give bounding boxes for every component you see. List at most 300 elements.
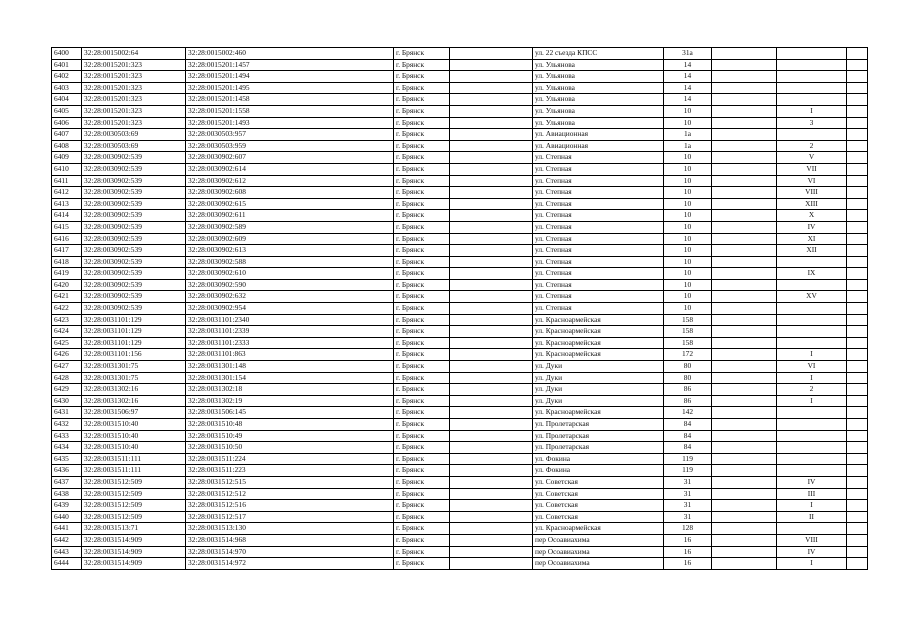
row-number-cell: 6440	[52, 511, 82, 523]
district-cell	[450, 558, 533, 570]
blank-column-cell	[847, 500, 868, 512]
district-cell	[450, 361, 533, 373]
city-cell: г. Брянск	[394, 48, 450, 60]
row-number-cell: 6439	[52, 500, 82, 512]
parent-cadastral-number-cell: 32:28:0031302:16	[82, 395, 186, 407]
street-cell: ул. Дуки	[533, 384, 664, 396]
city-cell: г. Брянск	[394, 372, 450, 384]
row-number-cell: 6428	[52, 372, 82, 384]
table-row	[52, 488, 868, 500]
parent-cadastral-number-cell: 32:28:0015201:323	[82, 117, 186, 129]
blank-column-cell	[847, 511, 868, 523]
blank-column-cell	[847, 523, 868, 535]
house-number-cell: 10	[664, 245, 712, 257]
house-number-cell: 172	[664, 349, 712, 361]
building-cell	[712, 442, 777, 454]
parent-cadastral-number-cell: 32:28:0031511:111	[82, 453, 186, 465]
house-number-cell: 31	[664, 500, 712, 512]
cadastral-number-cell: 32:28:0015201:1494	[186, 71, 394, 83]
parent-cadastral-number-cell: 32:28:0030902:539	[82, 210, 186, 222]
premises-number-cell	[777, 48, 847, 60]
table-row	[52, 221, 868, 233]
blank-column-cell	[847, 210, 868, 222]
district-cell	[450, 337, 533, 349]
table-row	[52, 187, 868, 199]
cadastral-number-cell: 32:28:0031302:19	[186, 395, 394, 407]
building-cell	[712, 71, 777, 83]
premises-number-cell: I	[777, 105, 847, 117]
street-cell: ул. Степная	[533, 268, 664, 280]
district-cell	[450, 534, 533, 546]
row-number-cell: 6416	[52, 233, 82, 245]
building-cell	[712, 268, 777, 280]
street-cell: ул. Степная	[533, 210, 664, 222]
district-cell	[450, 395, 533, 407]
city-cell: г. Брянск	[394, 523, 450, 535]
house-number-cell: 10	[664, 163, 712, 175]
street-cell: ул. Степная	[533, 221, 664, 233]
parent-cadastral-number-cell: 32:28:0031514:909	[82, 534, 186, 546]
blank-column-cell	[847, 476, 868, 488]
city-cell: г. Брянск	[394, 349, 450, 361]
district-cell	[450, 465, 533, 477]
city-cell: г. Брянск	[394, 221, 450, 233]
parent-cadastral-number-cell: 32:28:0031101:129	[82, 314, 186, 326]
premises-number-cell: V	[777, 152, 847, 164]
cadastral-number-cell: 32:28:0030902:632	[186, 291, 394, 303]
building-cell	[712, 337, 777, 349]
table-row	[52, 534, 868, 546]
district-cell	[450, 59, 533, 71]
city-cell: г. Брянск	[394, 245, 450, 257]
table-row	[52, 476, 868, 488]
table-row	[52, 442, 868, 454]
table-row	[52, 198, 868, 210]
row-number-cell: 6415	[52, 221, 82, 233]
district-cell	[450, 523, 533, 535]
house-number-cell: 86	[664, 395, 712, 407]
premises-number-cell: VII	[777, 163, 847, 175]
house-number-cell: 10	[664, 198, 712, 210]
cadastral-number-cell: 32:28:0031511:224	[186, 453, 394, 465]
blank-column-cell	[847, 488, 868, 500]
city-cell: г. Брянск	[394, 198, 450, 210]
city-cell: г. Брянск	[394, 407, 450, 419]
building-cell	[712, 140, 777, 152]
street-cell: ул. Красноармейская	[533, 314, 664, 326]
city-cell: г. Брянск	[394, 117, 450, 129]
city-cell: г. Брянск	[394, 384, 450, 396]
row-number-cell: 6407	[52, 129, 82, 141]
table-row	[52, 279, 868, 291]
street-cell: ул. Степная	[533, 163, 664, 175]
house-number-cell: 16	[664, 558, 712, 570]
house-number-cell: 16	[664, 534, 712, 546]
district-cell	[450, 268, 533, 280]
blank-column-cell	[847, 152, 868, 164]
cadastral-number-cell: 32:28:0015201:1558	[186, 105, 394, 117]
table-row	[52, 163, 868, 175]
house-number-cell: 10	[664, 152, 712, 164]
building-cell	[712, 303, 777, 315]
parent-cadastral-number-cell: 32:28:0031512:509	[82, 500, 186, 512]
parent-cadastral-number-cell: 32:28:0015201:323	[82, 59, 186, 71]
street-cell: ул. Ульянова	[533, 59, 664, 71]
table-row	[52, 129, 868, 141]
table-row	[52, 546, 868, 558]
house-number-cell: 1а	[664, 140, 712, 152]
building-cell	[712, 175, 777, 187]
city-cell: г. Брянск	[394, 534, 450, 546]
table-row	[52, 59, 868, 71]
premises-number-cell	[777, 314, 847, 326]
house-number-cell: 31а	[664, 48, 712, 60]
parent-cadastral-number-cell: 32:28:0031512:509	[82, 488, 186, 500]
city-cell: г. Брянск	[394, 337, 450, 349]
premises-number-cell: I	[777, 558, 847, 570]
row-number-cell: 6419	[52, 268, 82, 280]
table-row	[52, 558, 868, 570]
building-cell	[712, 233, 777, 245]
blank-column-cell	[847, 361, 868, 373]
blank-column-cell	[847, 465, 868, 477]
cadastral-number-cell: 32:28:0031301:148	[186, 361, 394, 373]
row-number-cell: 6434	[52, 442, 82, 454]
premises-number-cell: XIII	[777, 198, 847, 210]
city-cell: г. Брянск	[394, 465, 450, 477]
table-row	[52, 372, 868, 384]
city-cell: г. Брянск	[394, 395, 450, 407]
blank-column-cell	[847, 419, 868, 431]
parent-cadastral-number-cell: 32:28:0030902:539	[82, 303, 186, 315]
cadastral-number-cell: 32:28:0031101:2333	[186, 337, 394, 349]
district-cell	[450, 48, 533, 60]
street-cell: ул. Степная	[533, 245, 664, 257]
city-cell: г. Брянск	[394, 453, 450, 465]
street-cell: ул. Советская	[533, 511, 664, 523]
district-cell	[450, 453, 533, 465]
street-cell: ул. Степная	[533, 233, 664, 245]
street-cell: ул. Пролетарская	[533, 430, 664, 442]
row-number-cell: 6432	[52, 419, 82, 431]
property-register-table	[51, 47, 868, 570]
street-cell: ул. Степная	[533, 187, 664, 199]
street-cell: ул. Пролетарская	[533, 419, 664, 431]
building-cell	[712, 546, 777, 558]
blank-column-cell	[847, 48, 868, 60]
city-cell: г. Брянск	[394, 558, 450, 570]
house-number-cell: 10	[664, 187, 712, 199]
row-number-cell: 6438	[52, 488, 82, 500]
cadastral-number-cell: 32:28:0015201:1457	[186, 59, 394, 71]
building-cell	[712, 372, 777, 384]
district-cell	[450, 71, 533, 83]
cadastral-number-cell: 32:28:0030902:615	[186, 198, 394, 210]
table-row	[52, 105, 868, 117]
blank-column-cell	[847, 59, 868, 71]
house-number-cell: 10	[664, 291, 712, 303]
street-cell: ул. Степная	[533, 152, 664, 164]
cadastral-number-cell: 32:28:0031506:145	[186, 407, 394, 419]
house-number-cell: 10	[664, 303, 712, 315]
parent-cadastral-number-cell: 32:28:0030902:539	[82, 233, 186, 245]
district-cell	[450, 372, 533, 384]
parent-cadastral-number-cell: 32:28:0031101:156	[82, 349, 186, 361]
cadastral-number-cell: 32:28:0030902:609	[186, 233, 394, 245]
row-number-cell: 6418	[52, 256, 82, 268]
table-row	[52, 245, 868, 257]
blank-column-cell	[847, 140, 868, 152]
row-number-cell: 6424	[52, 326, 82, 338]
row-number-cell: 6417	[52, 245, 82, 257]
district-cell	[450, 546, 533, 558]
cadastral-number-cell: 32:28:0030503:959	[186, 140, 394, 152]
row-number-cell: 6409	[52, 152, 82, 164]
blank-column-cell	[847, 407, 868, 419]
city-cell: г. Брянск	[394, 94, 450, 106]
row-number-cell: 6444	[52, 558, 82, 570]
cadastral-number-cell: 32:28:0030902:608	[186, 187, 394, 199]
cadastral-number-cell: 32:28:0030902:589	[186, 221, 394, 233]
premises-number-cell	[777, 303, 847, 315]
city-cell: г. Брянск	[394, 152, 450, 164]
house-number-cell: 14	[664, 59, 712, 71]
city-cell: г. Брянск	[394, 233, 450, 245]
parent-cadastral-number-cell: 32:28:0031302:16	[82, 384, 186, 396]
building-cell	[712, 163, 777, 175]
district-cell	[450, 221, 533, 233]
street-cell: ул. Советская	[533, 476, 664, 488]
blank-column-cell	[847, 279, 868, 291]
cadastral-number-cell: 32:28:0031101:2340	[186, 314, 394, 326]
cadastral-number-cell: 32:28:0031301:154	[186, 372, 394, 384]
premises-number-cell	[777, 59, 847, 71]
district-cell	[450, 175, 533, 187]
cadastral-number-cell: 32:28:0030902:612	[186, 175, 394, 187]
cadastral-number-cell: 32:28:0030902:614	[186, 163, 394, 175]
district-cell	[450, 430, 533, 442]
city-cell: г. Брянск	[394, 476, 450, 488]
district-cell	[450, 163, 533, 175]
table-row	[52, 326, 868, 338]
blank-column-cell	[847, 349, 868, 361]
district-cell	[450, 245, 533, 257]
blank-column-cell	[847, 71, 868, 83]
row-number-cell: 6400	[52, 48, 82, 60]
building-cell	[712, 198, 777, 210]
parent-cadastral-number-cell: 32:28:0030902:539	[82, 268, 186, 280]
blank-column-cell	[847, 395, 868, 407]
street-cell: ул. Пролетарская	[533, 442, 664, 454]
premises-number-cell	[777, 442, 847, 454]
building-cell	[712, 117, 777, 129]
blank-column-cell	[847, 453, 868, 465]
building-cell	[712, 453, 777, 465]
district-cell	[450, 198, 533, 210]
premises-number-cell: VIII	[777, 534, 847, 546]
house-number-cell: 128	[664, 523, 712, 535]
building-cell	[712, 395, 777, 407]
building-cell	[712, 82, 777, 94]
city-cell: г. Брянск	[394, 500, 450, 512]
table-row	[52, 500, 868, 512]
row-number-cell: 6408	[52, 140, 82, 152]
building-cell	[712, 291, 777, 303]
street-cell: ул. Ульянова	[533, 117, 664, 129]
premises-number-cell: III	[777, 488, 847, 500]
house-number-cell: 1а	[664, 129, 712, 141]
cadastral-number-cell: 32:28:0030902:588	[186, 256, 394, 268]
table-row	[52, 291, 868, 303]
row-number-cell: 6402	[52, 71, 82, 83]
table-row	[52, 361, 868, 373]
row-number-cell: 6414	[52, 210, 82, 222]
district-cell	[450, 117, 533, 129]
table-row	[52, 511, 868, 523]
house-number-cell: 119	[664, 453, 712, 465]
street-cell: ул. Ульянова	[533, 71, 664, 83]
premises-number-cell	[777, 326, 847, 338]
district-cell	[450, 291, 533, 303]
city-cell: г. Брянск	[394, 546, 450, 558]
cadastral-number-cell: 32:28:0031514:968	[186, 534, 394, 546]
district-cell	[450, 152, 533, 164]
building-cell	[712, 523, 777, 535]
building-cell	[712, 558, 777, 570]
district-cell	[450, 326, 533, 338]
parent-cadastral-number-cell: 32:28:0031511:111	[82, 465, 186, 477]
city-cell: г. Брянск	[394, 326, 450, 338]
parent-cadastral-number-cell: 32:28:0031506:97	[82, 407, 186, 419]
parent-cadastral-number-cell: 32:28:0030902:539	[82, 221, 186, 233]
city-cell: г. Брянск	[394, 187, 450, 199]
street-cell: пер Осоавиахима	[533, 534, 664, 546]
city-cell: г. Брянск	[394, 430, 450, 442]
blank-column-cell	[847, 94, 868, 106]
street-cell: ул. Ульянова	[533, 94, 664, 106]
premises-number-cell	[777, 430, 847, 442]
parent-cadastral-number-cell: 32:28:0031512:509	[82, 476, 186, 488]
cadastral-number-cell: 32:28:0031511:223	[186, 465, 394, 477]
blank-column-cell	[847, 105, 868, 117]
cadastral-number-cell: 32:28:0031512:516	[186, 500, 394, 512]
row-number-cell: 6442	[52, 534, 82, 546]
house-number-cell: 14	[664, 94, 712, 106]
building-cell	[712, 94, 777, 106]
parent-cadastral-number-cell: 32:28:0031510:40	[82, 442, 186, 454]
district-cell	[450, 140, 533, 152]
table-row	[52, 303, 868, 315]
district-cell	[450, 129, 533, 141]
district-cell	[450, 384, 533, 396]
premises-number-cell	[777, 465, 847, 477]
house-number-cell: 86	[664, 384, 712, 396]
building-cell	[712, 511, 777, 523]
row-number-cell: 6412	[52, 187, 82, 199]
district-cell	[450, 500, 533, 512]
row-number-cell: 6441	[52, 523, 82, 535]
city-cell: г. Брянск	[394, 256, 450, 268]
city-cell: г. Брянск	[394, 488, 450, 500]
premises-number-cell: VI	[777, 175, 847, 187]
house-number-cell: 10	[664, 279, 712, 291]
street-cell: пер Осоавиахима	[533, 546, 664, 558]
district-cell	[450, 419, 533, 431]
parent-cadastral-number-cell: 32:28:0015201:323	[82, 71, 186, 83]
blank-column-cell	[847, 187, 868, 199]
premises-number-cell	[777, 129, 847, 141]
house-number-cell: 14	[664, 71, 712, 83]
premises-number-cell: I	[777, 349, 847, 361]
cadastral-number-cell: 32:28:0031512:512	[186, 488, 394, 500]
blank-column-cell	[847, 221, 868, 233]
street-cell: ул. Советская	[533, 500, 664, 512]
city-cell: г. Брянск	[394, 361, 450, 373]
blank-column-cell	[847, 337, 868, 349]
district-cell	[450, 349, 533, 361]
cadastral-number-cell: 32:28:0031510:50	[186, 442, 394, 454]
house-number-cell: 10	[664, 233, 712, 245]
row-number-cell: 6429	[52, 384, 82, 396]
table-row	[52, 395, 868, 407]
house-number-cell: 10	[664, 256, 712, 268]
building-cell	[712, 349, 777, 361]
house-number-cell: 10	[664, 221, 712, 233]
premises-number-cell: XII	[777, 245, 847, 257]
blank-column-cell	[847, 384, 868, 396]
city-cell: г. Брянск	[394, 82, 450, 94]
blank-column-cell	[847, 233, 868, 245]
building-cell	[712, 430, 777, 442]
blank-column-cell	[847, 558, 868, 570]
street-cell: ул. Красноармейская	[533, 349, 664, 361]
city-cell: г. Брянск	[394, 71, 450, 83]
row-number-cell: 6420	[52, 279, 82, 291]
premises-number-cell	[777, 453, 847, 465]
premises-number-cell	[777, 419, 847, 431]
blank-column-cell	[847, 442, 868, 454]
house-number-cell: 10	[664, 117, 712, 129]
cadastral-number-cell: 32:28:0030902:954	[186, 303, 394, 315]
parent-cadastral-number-cell: 32:28:0030902:539	[82, 175, 186, 187]
cadastral-number-cell: 32:28:0015201:1493	[186, 117, 394, 129]
street-cell: ул. Красноармейская	[533, 337, 664, 349]
house-number-cell: 158	[664, 326, 712, 338]
city-cell: г. Брянск	[394, 175, 450, 187]
parent-cadastral-number-cell: 32:28:0031101:129	[82, 326, 186, 338]
blank-column-cell	[847, 82, 868, 94]
cadastral-number-cell: 32:28:0015002:460	[186, 48, 394, 60]
row-number-cell: 6425	[52, 337, 82, 349]
table-row	[52, 465, 868, 477]
premises-number-cell: IX	[777, 268, 847, 280]
cadastral-number-cell: 32:28:0030902:590	[186, 279, 394, 291]
blank-column-cell	[847, 256, 868, 268]
parent-cadastral-number-cell: 32:28:0031101:129	[82, 337, 186, 349]
blank-column-cell	[847, 326, 868, 338]
cadastral-number-cell: 32:28:0030902:611	[186, 210, 394, 222]
cadastral-number-cell: 32:28:0030503:957	[186, 129, 394, 141]
premises-number-cell: VI	[777, 361, 847, 373]
house-number-cell: 158	[664, 314, 712, 326]
premises-number-cell	[777, 407, 847, 419]
city-cell: г. Брянск	[394, 511, 450, 523]
cadastral-number-cell: 32:28:0031510:49	[186, 430, 394, 442]
row-number-cell: 6404	[52, 94, 82, 106]
blank-column-cell	[847, 303, 868, 315]
parent-cadastral-number-cell: 32:28:0031510:40	[82, 419, 186, 431]
table-row	[52, 453, 868, 465]
